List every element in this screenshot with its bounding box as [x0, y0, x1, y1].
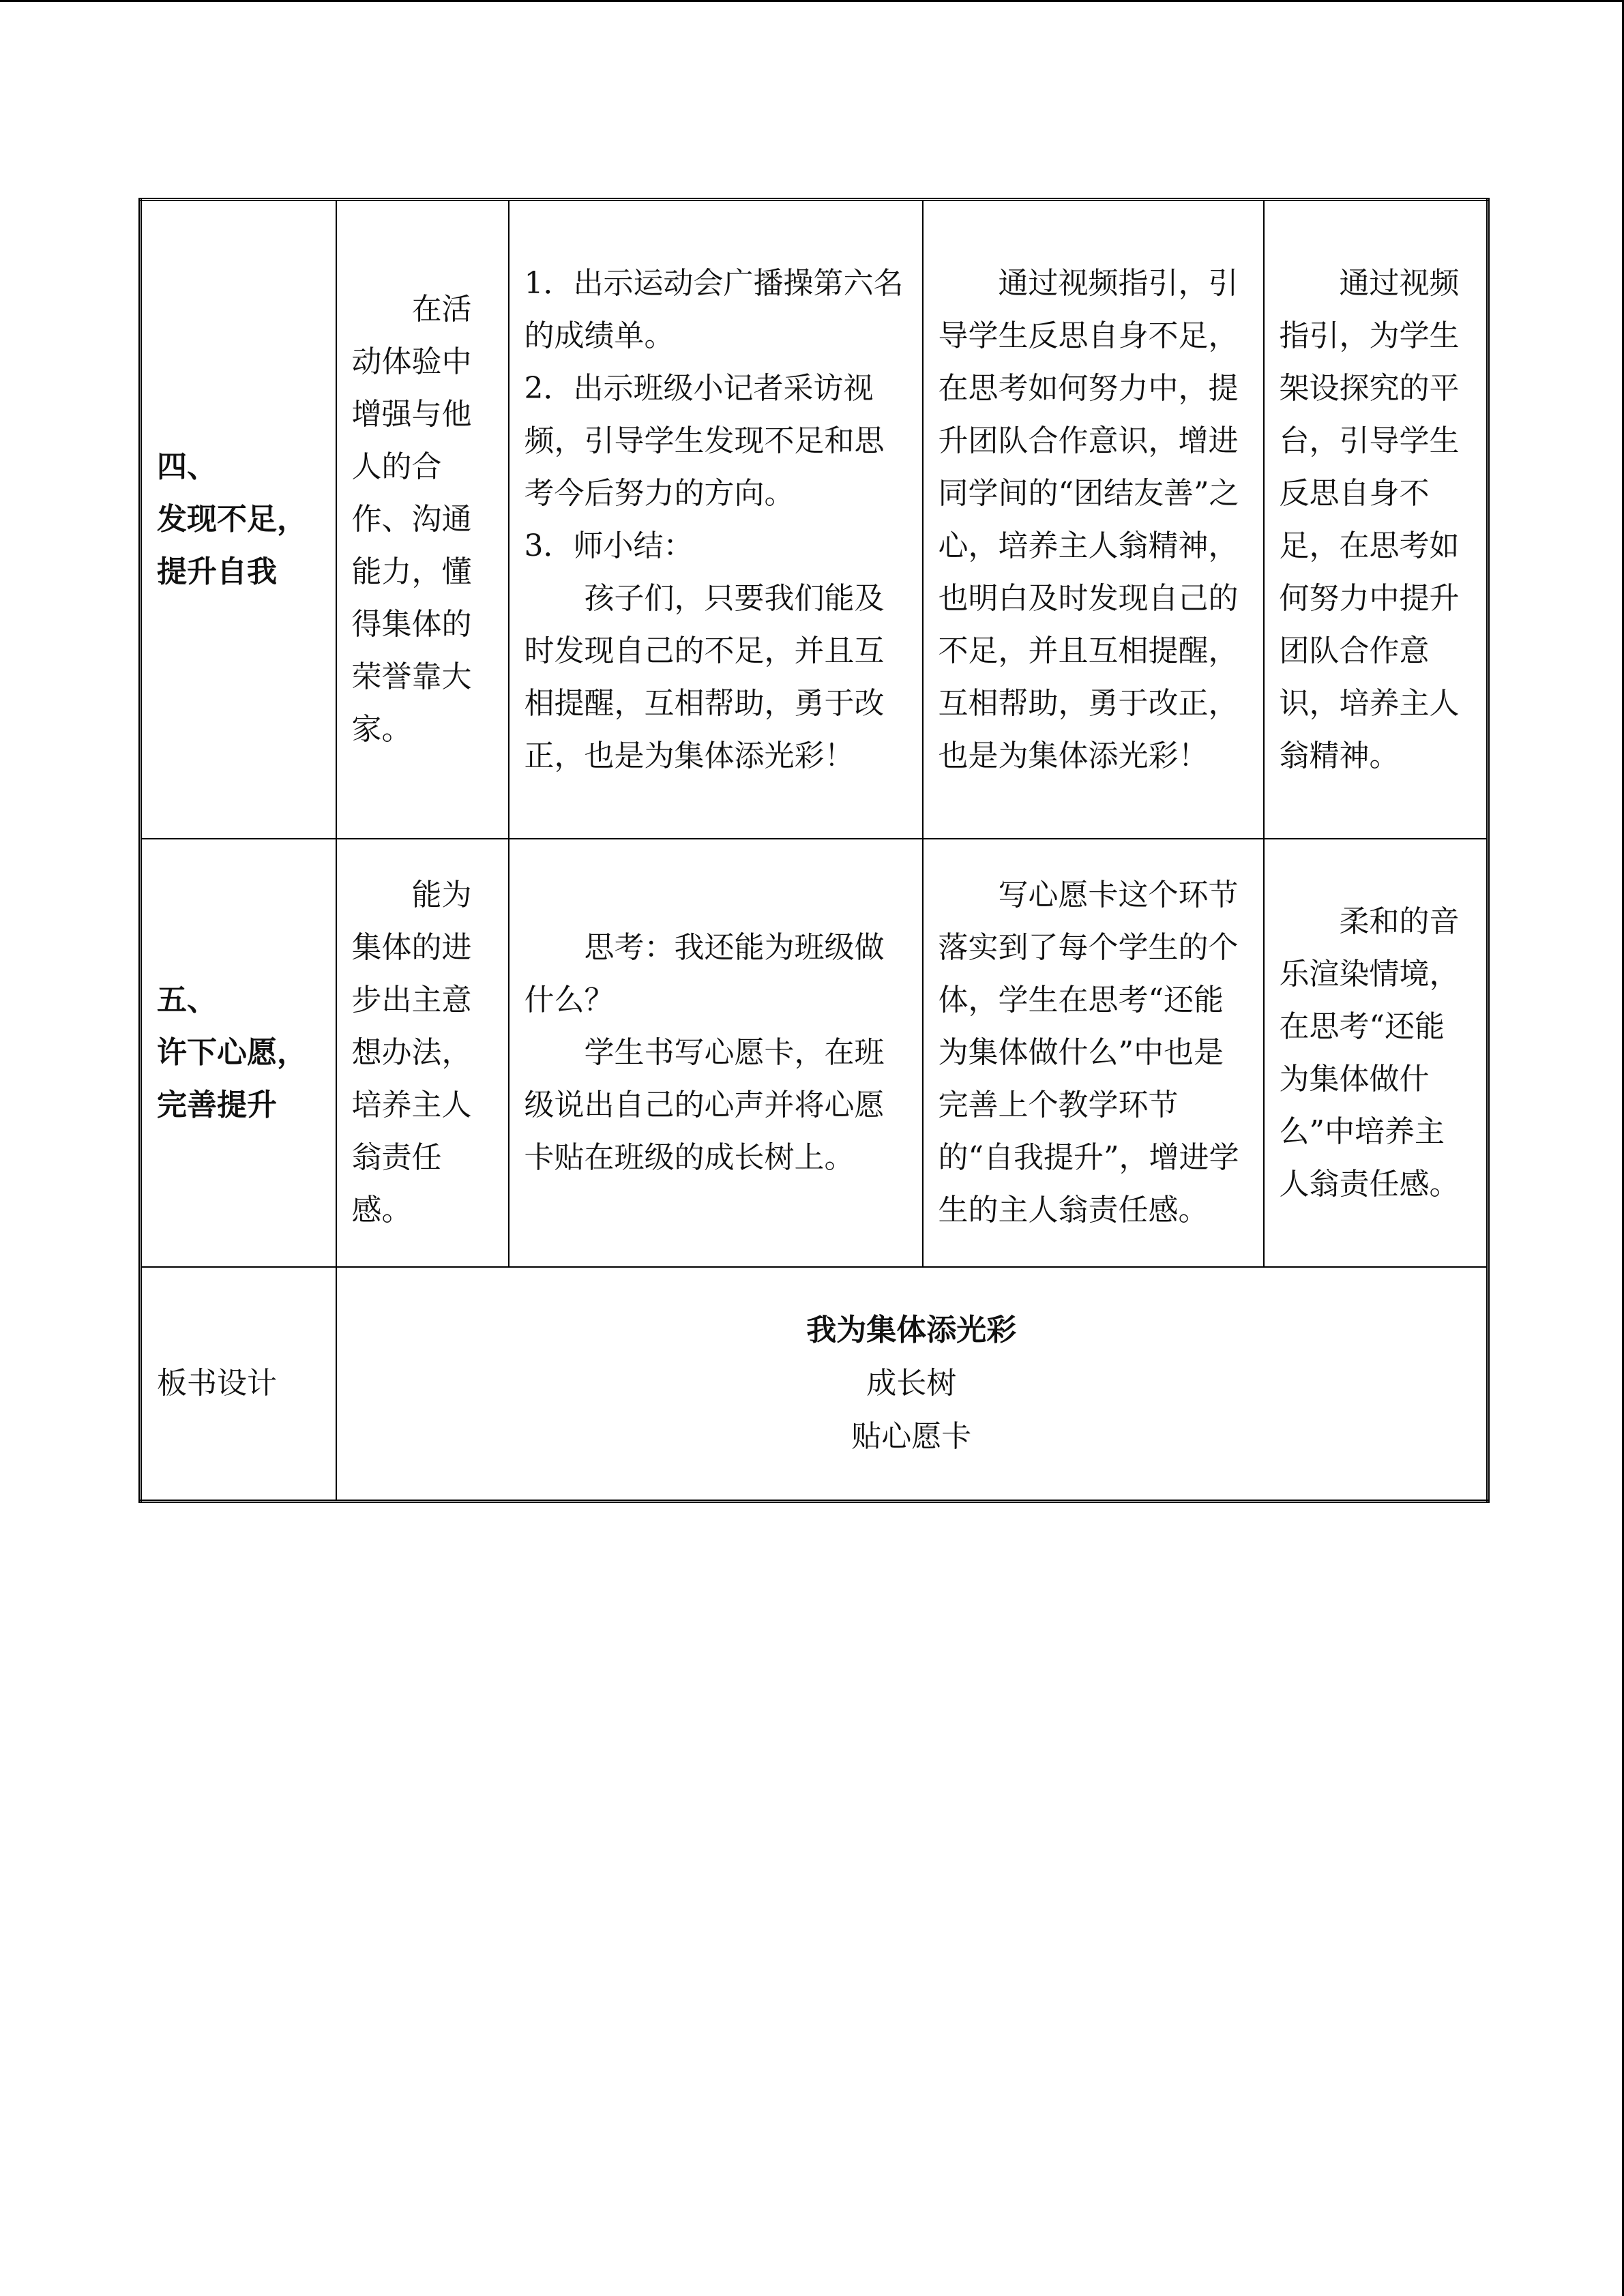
stage-number: 四、 [157, 449, 217, 485]
activity-step: 2．出示班级小记者采访视频，引导学生发现不足和思考今后努力的方向。 [524, 370, 885, 511]
activity-summary: 孩子们，只要我们能及时发现自己的不足，并且互相提醒，互相帮助，勇于改正，也是为集体添光彩！ [524, 580, 885, 773]
method-cell [1264, 200, 1488, 839]
stage-number: 五、 [157, 983, 217, 1017]
activity-cell [509, 200, 923, 839]
board-title: 我为集体添光彩 [806, 1312, 1017, 1347]
intent-text: 通过视频指引，引导学生反思自身不足，在思考如何努力中，提升团队合作意识，增进同学间的“团结友善”之心，培养主人翁精神，也明白及时发现自己的不足，并且互相提醒，互相帮助，勇于改正，也是为集体添光彩！ [938, 265, 1239, 773]
table-row-stage-4 [141, 200, 1488, 839]
activity-step: 1．出示运动会广播操第六名的成绩单。 [524, 265, 904, 353]
board-line: 成长树 [866, 1365, 957, 1401]
method-cell [1264, 839, 1488, 1267]
stage-title-line: 发现不足， [157, 502, 307, 537]
method-text: 柔和的音乐渲染情境，在思考“还能为集体做什么”中培养主人翁责任感。 [1279, 904, 1460, 1202]
goal-cell [336, 839, 509, 1267]
activity-cell [509, 839, 923, 1267]
intent-cell [923, 200, 1264, 839]
activity-step: 3．师小结： [524, 528, 694, 563]
intent-cell [923, 839, 1264, 1267]
method-text: 通过视频指引，为学生架设探究的平台，引导学生反思自身不足，在思考如何努力中提升团队合作意识，培养主人翁精神。 [1279, 265, 1460, 773]
goal-text: 在活动体验中增强与他人的合作、沟通能力，懂得集体的荣誉靠大家。 [351, 292, 472, 747]
board-design-label: 板书设计 [141, 1267, 336, 1502]
stage-title-line: 提升自我 [157, 554, 277, 590]
table-row-stage-5 [141, 839, 1488, 1267]
stage-title-line: 许下心愿， [157, 1035, 307, 1070]
stage-title-line: 完善提升 [157, 1088, 277, 1122]
activity-step: 学生书写心愿卡，在班级说出自己的心声并将心愿卡贴在班级的成长树上。 [524, 1035, 885, 1175]
stage-title-cell [141, 200, 336, 839]
intent-text: 写心愿卡这个环节落实到了每个学生的个体，学生在思考“还能为集体做什么”中也是完善上个教学环节的“自我提升”，增进学生的主人翁责任感。 [938, 878, 1239, 1227]
board-design-content [336, 1267, 1488, 1502]
goal-cell [336, 200, 509, 839]
stage-title-cell [141, 839, 336, 1267]
goal-text: 能为集体的进步出主意想办法，培养主人翁责任感。 [351, 878, 472, 1227]
table-row-board-design [141, 1267, 1488, 1502]
board-line: 贴心愿卡 [851, 1418, 972, 1454]
activity-step: 思考：我还能为班级做什么？ [524, 930, 885, 1017]
lesson-plan-table [138, 198, 1490, 1503]
